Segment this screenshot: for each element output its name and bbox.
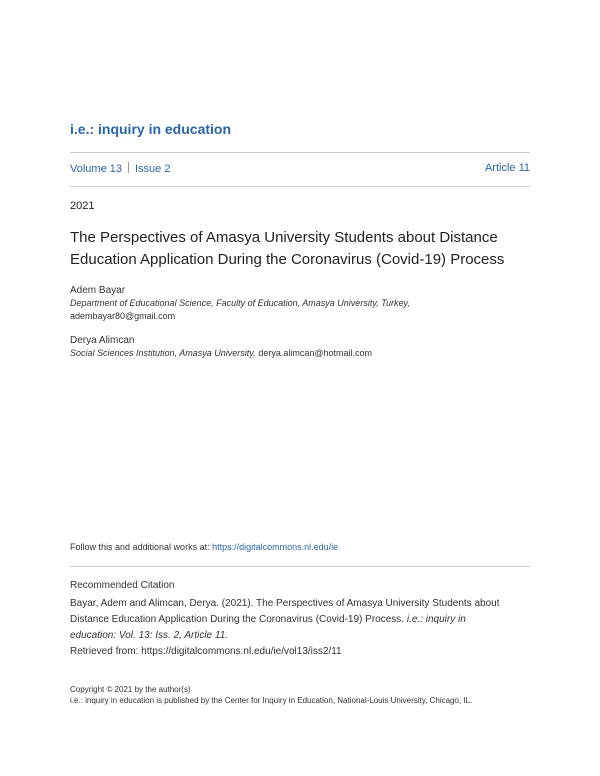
paper-title-line-1: The Perspectives of Amasya University Students about Distance: [70, 229, 498, 246]
recommended-citation: [70, 596, 530, 660]
volume-issue-bar: [70, 162, 530, 175]
author-email[interactable]: adembayar80@gmail.com: [70, 311, 176, 321]
copyright-line: Copyright © 2021 by the author(s): [70, 685, 191, 694]
journal-title[interactable]: i.e.: inquiry in education: [70, 121, 232, 137]
paper-title-line-2: Education Application During the Coronavirus (Covid-19) Process: [70, 251, 505, 268]
author-entry: [70, 284, 410, 323]
citation-line-2-italic: i.e.: inquiry in: [406, 614, 466, 625]
collection-link[interactable]: https://digitalcommons.nl.edu/ie: [212, 542, 339, 552]
citation-line-2: [70, 612, 530, 628]
publication-year: 2021: [70, 200, 95, 212]
author-email[interactable]: derya.alimcan@hotmail.com: [258, 348, 373, 358]
author-name: Derya Alimcan: [70, 335, 135, 346]
volume-link[interactable]: Volume 13: [70, 163, 122, 175]
publisher-line: i.e.: inquiry in education is published by the Center for Inquiry in Education, National-Louis University, Chicago, IL.: [70, 696, 473, 705]
follow-line: [70, 542, 338, 552]
citation-heading: Recommended Citation: [70, 580, 175, 591]
citation-line-3: education: Vol. 13: Iss. 2, Article 11.: [70, 630, 229, 641]
follow-text: Follow this and additional works at:: [70, 542, 213, 552]
citation-retrieved[interactable]: Retrieved from: https://digitalcommons.nl.edu/ie/vol13/iss2/11: [70, 646, 342, 657]
copyright-notice: [70, 684, 530, 706]
volume-divider: [70, 186, 530, 187]
author-affiliation: Department of Educational Science, Faculty of Education, Amasya University, Turkey,: [70, 298, 410, 308]
issue-link[interactable]: Issue 2: [134, 163, 171, 175]
citation-divider: [70, 566, 530, 567]
citation-line-1: Bayar, Adem and Alimcan, Derya. (2021). The Perspectives of Amasya University Students about: [70, 598, 500, 609]
author-entry: [70, 334, 372, 360]
paper-title: [70, 227, 530, 271]
citation-line-2-plain: Distance Education Application During the Coronavirus (Covid-19) Process.: [70, 614, 407, 625]
volume-issue-separator: [128, 162, 129, 173]
author-name: Adem Bayar: [70, 285, 126, 296]
author-affiliation: Social Sciences Institution, Amasya University,: [70, 348, 256, 358]
article-link[interactable]: Article 11: [484, 162, 530, 174]
top-divider: [70, 152, 530, 153]
